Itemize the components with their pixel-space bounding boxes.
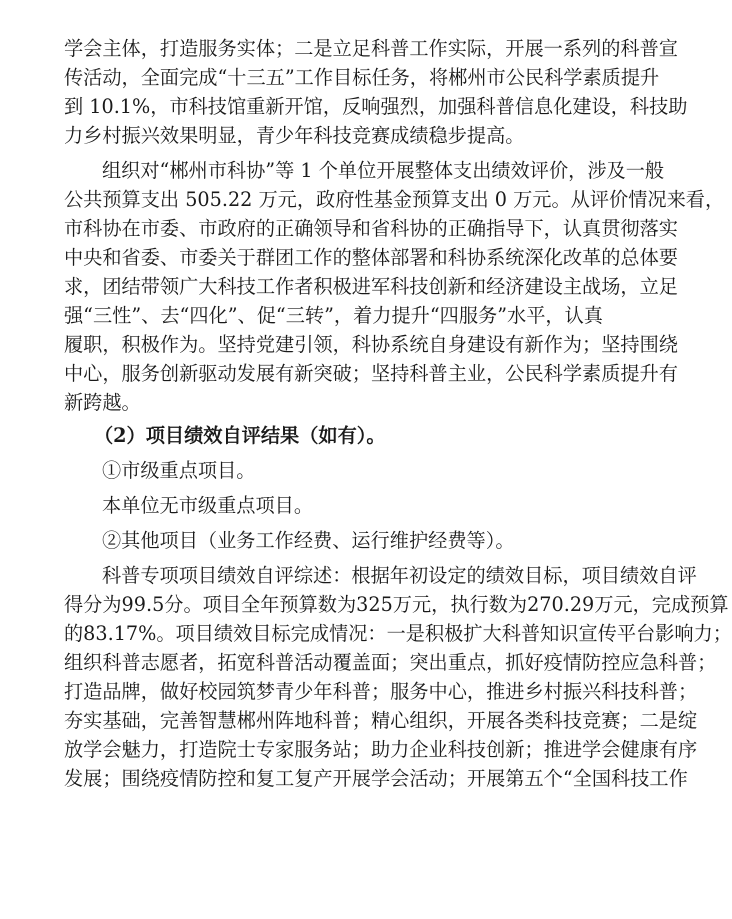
text-line: 到 10.1%，市科技馆重新开馆，反响强烈，加强科普信息化建设，科技助 bbox=[64, 95, 688, 118]
text-line: 放学会魅力，打造院士专家服务站；助力企业科技创新；推进学会健康有序 bbox=[64, 738, 698, 761]
text-line: 力乡村振兴效果明显，青少年科技竞赛成绩稳步提高。 bbox=[64, 124, 525, 147]
item-heading: ②其他项目（业务工作经费、运行维护经费等）。 bbox=[102, 529, 515, 552]
item-heading: ①市级重点项目。 bbox=[102, 459, 256, 482]
document-page bbox=[64, 34, 732, 793]
text-line: 中心，服务创新驱动发展有新突破；坚持科普主业，公民科学素质提升有 bbox=[64, 362, 678, 385]
text-line: 组织科普志愿者，拓宽科普活动覆盖面；突出重点，抓好疫情防控应急科普； bbox=[64, 651, 717, 674]
text-line: 中央和省委、市委关于群团工作的整体部署和科协系统深化改革的总体要 bbox=[64, 246, 678, 269]
paragraph-continuation bbox=[64, 34, 688, 150]
text-line: 组织对“郴州市科协”等 1 个单位开展整体支出绩效评价，涉及一般 bbox=[102, 159, 665, 182]
text-line: 公共预算支出 505.22 万元，政府性基金预算支出 0 万元。从评价情况来看， bbox=[64, 188, 725, 211]
text-line: 强“三性”、去“四化”、促“三转”，着力提升“四服务”水平，认真 bbox=[64, 304, 603, 327]
paragraph-project-summary bbox=[64, 561, 732, 793]
text-line: 的83.17%。项目绩效目标完成情况：一是积极扩大科普知识宣传平台影响力； bbox=[64, 622, 732, 645]
text-line: 履职，积极作为。坚持党建引领，科协系统自身建设有新作为；坚持围绕 bbox=[64, 333, 678, 356]
text-line: 打造品牌，做好校园筑梦青少年科普；服务中心，推进乡村振兴科技科普； bbox=[64, 680, 698, 703]
paragraph-evaluation bbox=[64, 156, 725, 417]
text-line: 科普专项项目绩效自评综述：根据年初设定的绩效目标，项目绩效自评 bbox=[102, 564, 697, 587]
text-line: 传活动，全面完成“十三五”工作目标任务，将郴州市公民科学素质提升 bbox=[64, 66, 660, 89]
text-line: 发展；围绕疫情防控和复工复产开展学会活动；开展第五个“全国科技工作 bbox=[64, 767, 688, 790]
section-heading: （2）项目绩效自评结果（如有）。 bbox=[94, 424, 386, 447]
text-line: 新跨越。 bbox=[64, 391, 141, 414]
text-line: 市科协在市委、市政府的正确领导和省科协的正确指导下，认真贯彻落实 bbox=[64, 217, 678, 240]
text-line: 夯实基础，完善智慧郴州阵地科普；精心组织，开展各类科技竞赛；二是绽 bbox=[64, 709, 698, 732]
text-line: 求，团结带领广大科技工作者积极进军科技创新和经济建设主战场，立足 bbox=[64, 275, 678, 298]
text-line: 学会主体，打造服务实体；二是立足科普工作实际，开展一系列的科普宣 bbox=[64, 37, 678, 60]
text-line: 得分为99.5分。项目全年预算数为325万元，执行数为270.29万元，完成预算 bbox=[64, 593, 729, 616]
item-text: 本单位无市级重点项目。 bbox=[102, 494, 314, 517]
